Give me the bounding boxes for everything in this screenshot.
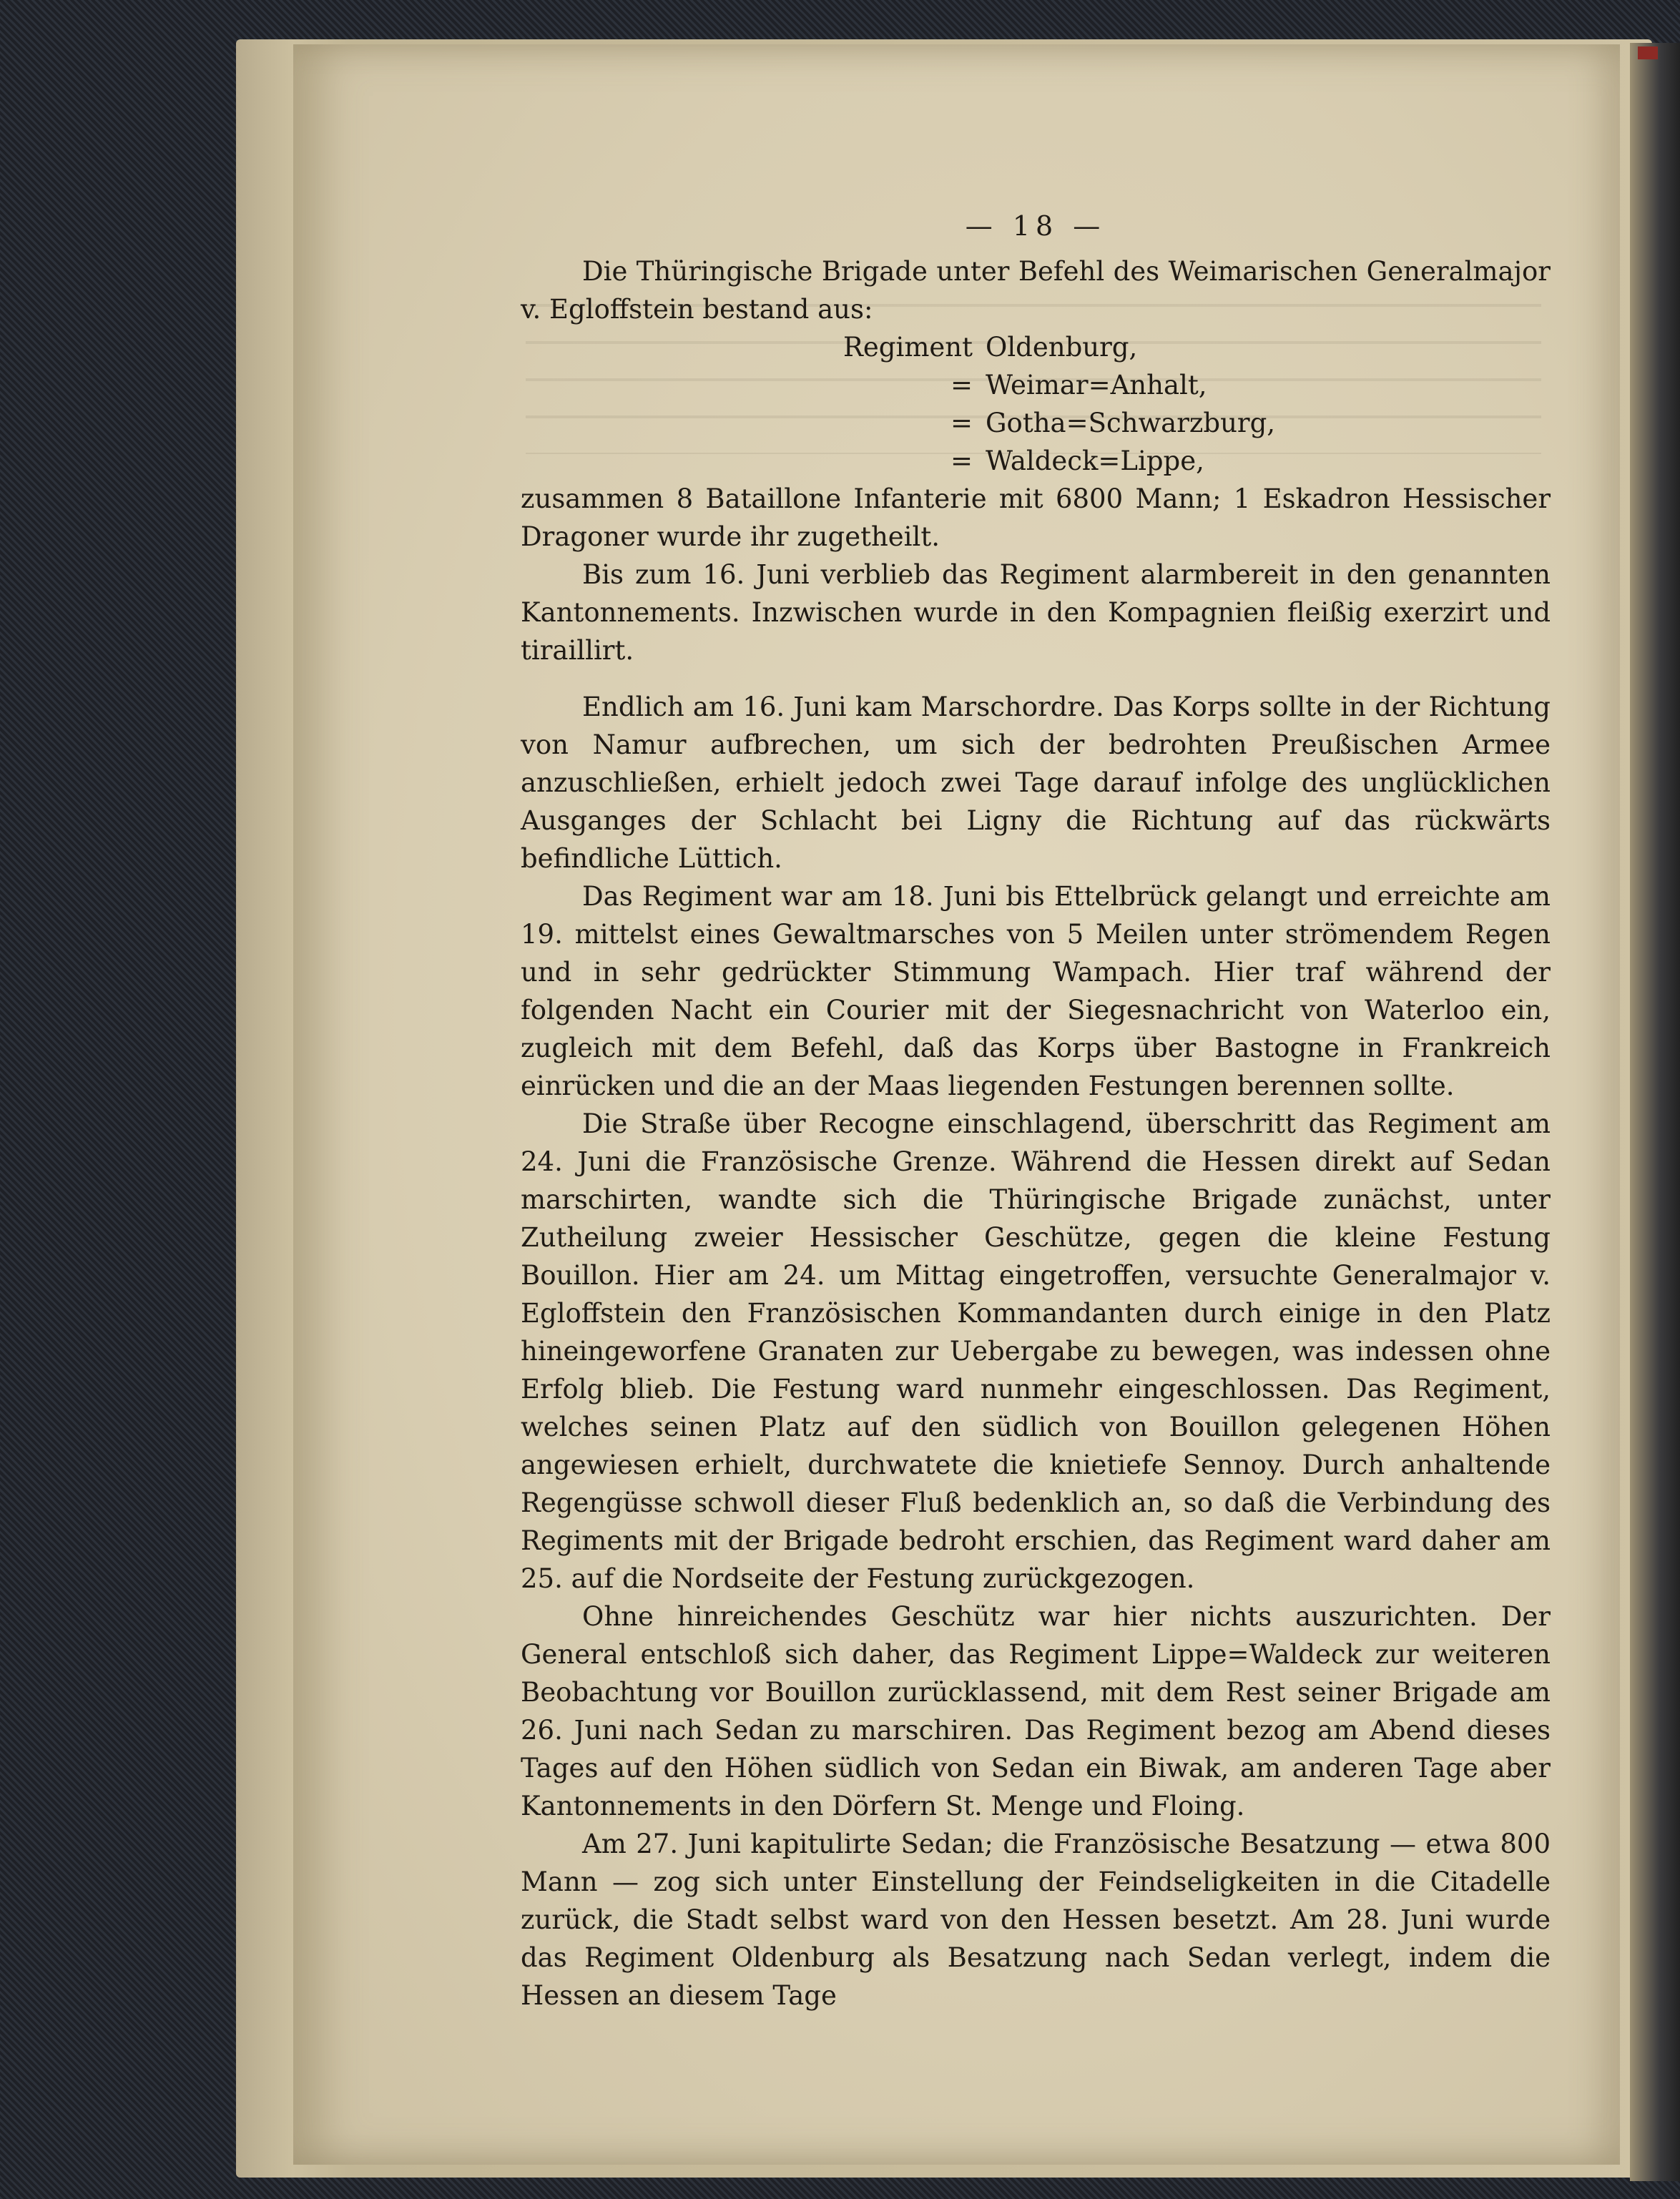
list-item (843, 442, 1551, 480)
paragraph: Die Straße über Recogne einschlagend, überschritt das Regiment am 24. Juni die Französische Grenze. Während die Hessen direkt auf Sedan marschirten, wandte sich die Thüringische Brigade zunächst, unter Zutheilung zweier Hessischer Geschütze, gegen die kleine Festung Bouillon. Hier am 24. um Mittag eingetroffen, versuchte Generalmajor v. Egloffstein den Französischen Kommandanten durch einige in den Platz hineingeworfene Granaten zur Uebergabe zu bewegen, was indessen ohne Erfolg blieb. Die Festung ward nunmehr eingeschlossen. Das Regiment, welches seinen Platz auf den südlich von Bouillon gelegenen Höhen angewiesen erhielt, durchwatete die knietiefe Sennoy. Durch anhaltende Regengüsse schwoll dieser Fluß bedenklich an, so daß die Verbindung des Regiments mit der Brigade bedroht erschien, das Regiment ward daher am 25. auf die Nordseite der Festung zurückgezogen. (521, 1108, 1551, 1594)
page-text (521, 207, 1551, 2014)
paragraph: Das Regiment war am 18. Juni bis Ettelbrück gelangt und erreichte am 19. mittelst eines Gewaltmarsches von 5 Meilen unter strömendem Regen und in sehr gedrückter Stimmung Wampach. Hier traf während der folgenden Nacht ein Courier mit der Siegesnachricht von Waterloo ein, zugleich mit dem Befehl, daß das Korps über Bastogne in Frankreich einrücken und die an der Maas liegenden Festungen berennen sollte. (521, 881, 1551, 1101)
list-item (843, 366, 1551, 404)
book-spine (1630, 43, 1680, 2181)
list-item-name: Waldeck=Lippe, (986, 446, 1204, 476)
list-item-lead: Regiment (843, 332, 973, 363)
paragraph-summary: zusammen 8 Bataillone Infanterie mit 6800 Mann; 1 Eskadron Hessischer Dragoner wurde ihr zugetheilt. (521, 483, 1551, 552)
list-item-name: Weimar=Anhalt, (986, 370, 1207, 400)
paragraph: Am 27. Juni kapitulirte Sedan; die Französische Besatzung — etwa 800 Mann — zog sich unter Einstellung der Feindseligkeiten in die Citadelle zurück, die Stadt selbst ward von den Hessen besetzt. Am 28. Juni wurde das Regiment Oldenburg als Besatzung nach Sedan verlegt, indem die Hessen an diesem Tage (521, 1829, 1551, 2011)
paragraph: Bis zum 16. Juni verblieb das Regiment alarmbereit in den genannten Kantonnements. Inzwischen wurde in den Kompagnien fleißig exerzirt und tiraillirt. (521, 559, 1551, 666)
page-number: — 18 — (965, 210, 1106, 242)
list-item-lead: = (950, 446, 973, 476)
paragraph-intro: Die Thüringische Brigade unter Befehl des Weimarischen Generalmajor v. Egloffstein bestand aus: (521, 256, 1551, 325)
paragraph: Ohne hinreichendes Geschütz war hier nichts auszurichten. Der General entschloß sich daher, das Regiment Lippe=Waldeck zur weiteren Beobachtung vor Bouillon zurücklassend, mit dem Rest seiner Brigade am 26. Juni nach Sedan zu marschiren. Das Regiment bezog am Abend dieses Tages auf den Höhen südlich von Sedan ein Biwak, am anderen Tage aber Kantonnements in den Dörfern St. Menge und Floing. (521, 1601, 1551, 1821)
list-item-name: Gotha=Schwarzburg, (986, 408, 1276, 438)
paragraph: Endlich am 16. Juni kam Marschordre. Das Korps sollte in der Richtung von Namur aufbrechen, um sich der bedrohten Preußischen Armee anzuschließen, erhielt jedoch zwei Tage darauf infolge des unglücklichen Ausganges der Schlacht bei Ligny die Richtung auf das rückwärts befindliche Lüttich. (521, 692, 1551, 874)
list-item-lead: = (950, 408, 973, 438)
list-item (843, 404, 1551, 442)
list-item (843, 328, 1551, 366)
bookmark-ribbon (1638, 46, 1658, 59)
list-item-name: Oldenburg, (986, 332, 1138, 363)
regiment-list (843, 328, 1551, 480)
list-item-lead: = (950, 370, 973, 400)
